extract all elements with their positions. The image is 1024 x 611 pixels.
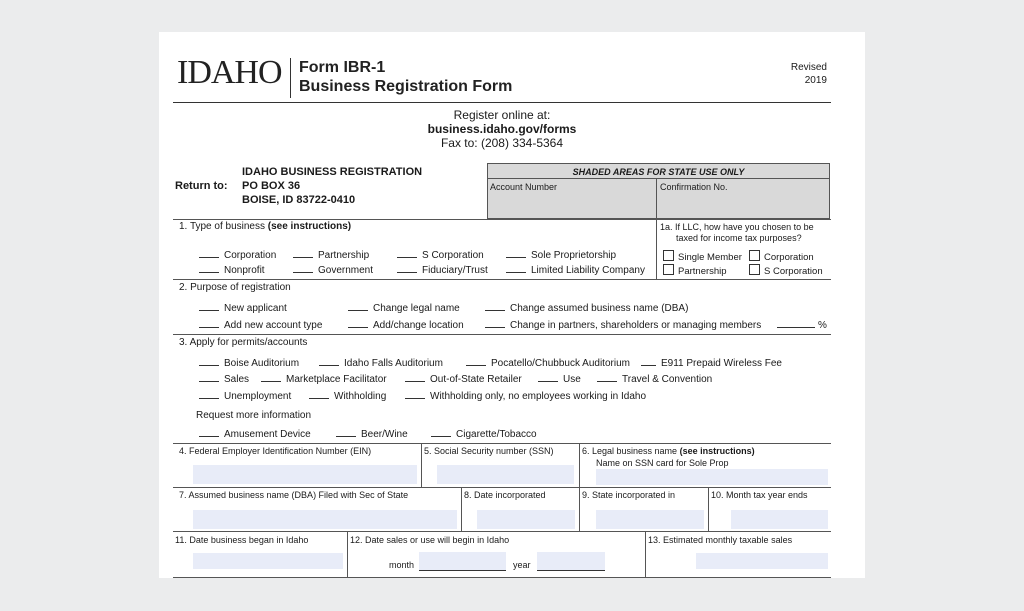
request-more-info-label: Request more information xyxy=(196,410,312,421)
business-type-nonprofit[interactable]: Nonprofit xyxy=(199,263,265,276)
rule-section3-top xyxy=(173,334,831,335)
permit-e911-fee[interactable]: E911 Prepaid Wireless Fee xyxy=(641,356,782,369)
field9-label: 9. State incorporated in xyxy=(582,490,676,500)
permit-unemployment[interactable]: Unemployment xyxy=(199,389,291,402)
sales-start-month-input[interactable] xyxy=(419,552,506,570)
legal-business-name-input[interactable] xyxy=(596,469,828,485)
state-use-header: SHADED AREAS FOR STATE USE ONLY xyxy=(572,167,745,177)
rule-section1-top xyxy=(173,219,831,220)
purpose-add-account-type[interactable]: Add new account type xyxy=(199,318,322,331)
llc-corporation-checkbox[interactable]: Corporation xyxy=(749,250,814,263)
business-type-s-corporation[interactable]: S Corporation xyxy=(397,248,484,261)
permit-sales[interactable]: Sales xyxy=(199,372,249,385)
purpose-change-partners[interactable]: Change in partners, shareholders or managing members xyxy=(485,318,761,331)
info-beer-wine[interactable]: Beer/Wine xyxy=(336,427,408,440)
field10-label: 10. Month tax year ends xyxy=(711,490,808,500)
divider-11-12 xyxy=(347,531,348,577)
fax-number: Fax to: (208) 334-5364 xyxy=(440,136,564,150)
field12-label: 12. Date sales or use will begin in Idaho xyxy=(350,535,510,545)
permit-pocatello-auditorium[interactable]: Pocatello/Chubbuck Auditorium xyxy=(466,356,630,369)
state-use-divider xyxy=(656,178,657,219)
permit-use[interactable]: Use xyxy=(538,372,581,385)
revised-label: Revised xyxy=(790,62,827,73)
rule-fields-top xyxy=(173,443,831,444)
rule-section2-top xyxy=(173,279,831,280)
return-address-line3: BOISE, ID 83722-0410 xyxy=(242,194,356,206)
field6-sublabel: Name on SSN card for Sole Prop xyxy=(596,458,729,468)
date-incorporated-input[interactable] xyxy=(477,510,575,529)
permit-withholding[interactable]: Withholding xyxy=(309,389,386,402)
idaho-logo: IDAHO xyxy=(177,54,282,91)
estimated-sales-input[interactable] xyxy=(696,553,828,569)
business-type-government[interactable]: Government xyxy=(293,263,373,276)
field6-label: 6. Legal business name (see instructions) xyxy=(582,446,755,456)
section2-label: 2. Purpose of registration xyxy=(179,282,291,293)
llc-partnership-checkbox[interactable]: Partnership xyxy=(663,264,727,277)
rule-row7-top xyxy=(173,487,831,488)
dba-input[interactable] xyxy=(193,510,457,529)
confirmation-number-label: Confirmation No. xyxy=(660,182,728,192)
month-underline xyxy=(419,570,506,571)
section1a-label-2: taxed for income tax purposes? xyxy=(676,233,802,243)
divider-9-10 xyxy=(708,487,709,531)
llc-s-corporation-checkbox[interactable]: S Corporation xyxy=(749,264,823,277)
divider-4-5 xyxy=(421,443,422,487)
permit-boise-auditorium[interactable]: Boise Auditorium xyxy=(199,356,299,369)
field5-label: 5. Social Security number (SSN) xyxy=(424,446,554,456)
form-id: Form IBR-1 xyxy=(299,59,386,76)
year-label: year xyxy=(513,560,531,570)
return-address-line1: IDAHO BUSINESS REGISTRATION xyxy=(242,166,423,178)
account-number-label: Account Number xyxy=(490,182,558,192)
header-rule xyxy=(173,102,831,103)
form-title: Business Registration Form xyxy=(299,78,513,95)
business-type-partnership[interactable]: Partnership xyxy=(293,248,369,261)
field13-label: 13. Estimated monthly taxable sales xyxy=(648,535,793,545)
purpose-add-change-location[interactable]: Add/change location xyxy=(348,318,464,331)
permit-idaho-falls-auditorium[interactable]: Idaho Falls Auditorium xyxy=(319,356,443,369)
return-address-line2: PO BOX 36 xyxy=(242,180,301,192)
permit-withholding-only[interactable]: Withholding only, no employees working in Idaho xyxy=(405,389,646,402)
month-tax-year-input[interactable] xyxy=(731,510,828,529)
ssn-input[interactable] xyxy=(437,465,574,484)
section1-label: 1. Type of business (see instructions) xyxy=(179,221,352,232)
field11-label: 11. Date business began in Idaho xyxy=(175,535,309,545)
business-type-llc[interactable]: Limited Liability Company xyxy=(506,263,645,276)
ein-input[interactable] xyxy=(193,465,417,484)
state-use-rule xyxy=(487,178,830,179)
permit-travel-convention[interactable]: Travel & Convention xyxy=(597,372,712,385)
field7-label: 7. Assumed business name (DBA) Filed with Sec of State xyxy=(179,490,409,500)
return-to-label: Return to: xyxy=(175,180,228,192)
section1a-label-1: 1a. If LLC, how have you chosen to be xyxy=(660,222,814,232)
permit-out-of-state-retailer[interactable]: Out-of-State Retailer xyxy=(405,372,522,385)
section3-label: 3. Apply for permits/accounts xyxy=(179,337,308,348)
purpose-new-applicant[interactable]: New applicant xyxy=(199,301,287,314)
logo-divider xyxy=(290,58,291,98)
business-type-sole-proprietorship[interactable]: Sole Proprietorship xyxy=(506,248,616,261)
info-cigarette-tobacco[interactable]: Cigarette/Tobacco xyxy=(431,427,537,440)
partners-percent-field[interactable]: % xyxy=(777,318,827,331)
divider-8-9 xyxy=(579,487,580,531)
year-underline xyxy=(537,570,605,571)
field8-label: 8. Date incorporated xyxy=(464,490,546,500)
info-amusement-device[interactable]: Amusement Device xyxy=(199,427,311,440)
field4-label: 4. Federal Employer Identification Number (EIN) xyxy=(179,446,372,456)
online-line1: Register online at: xyxy=(453,108,551,122)
month-label: month xyxy=(389,560,415,570)
divider-7-8 xyxy=(461,487,462,531)
purpose-change-legal-name[interactable]: Change legal name xyxy=(348,301,460,314)
online-url[interactable]: business.idaho.gov/forms xyxy=(427,122,577,136)
permit-marketplace-facilitator[interactable]: Marketplace Facilitator xyxy=(261,372,387,385)
divider-12-13 xyxy=(645,531,646,577)
form-page xyxy=(159,32,865,578)
sales-start-year-input[interactable] xyxy=(537,552,605,570)
purpose-change-dba[interactable]: Change assumed business name (DBA) xyxy=(485,301,688,314)
state-incorporated-input[interactable] xyxy=(596,510,704,529)
section1a-divider xyxy=(656,219,657,279)
rule-bottom xyxy=(173,577,831,578)
divider-5-6 xyxy=(579,443,580,487)
business-type-fiduciary-trust[interactable]: Fiduciary/Trust xyxy=(397,263,488,276)
business-type-corporation[interactable]: Corporation xyxy=(199,248,276,261)
date-business-began-input[interactable] xyxy=(193,553,343,569)
llc-single-member-checkbox[interactable]: Single Member xyxy=(663,250,742,263)
revised-year: 2019 xyxy=(804,75,827,86)
rule-row11-top xyxy=(173,531,831,532)
